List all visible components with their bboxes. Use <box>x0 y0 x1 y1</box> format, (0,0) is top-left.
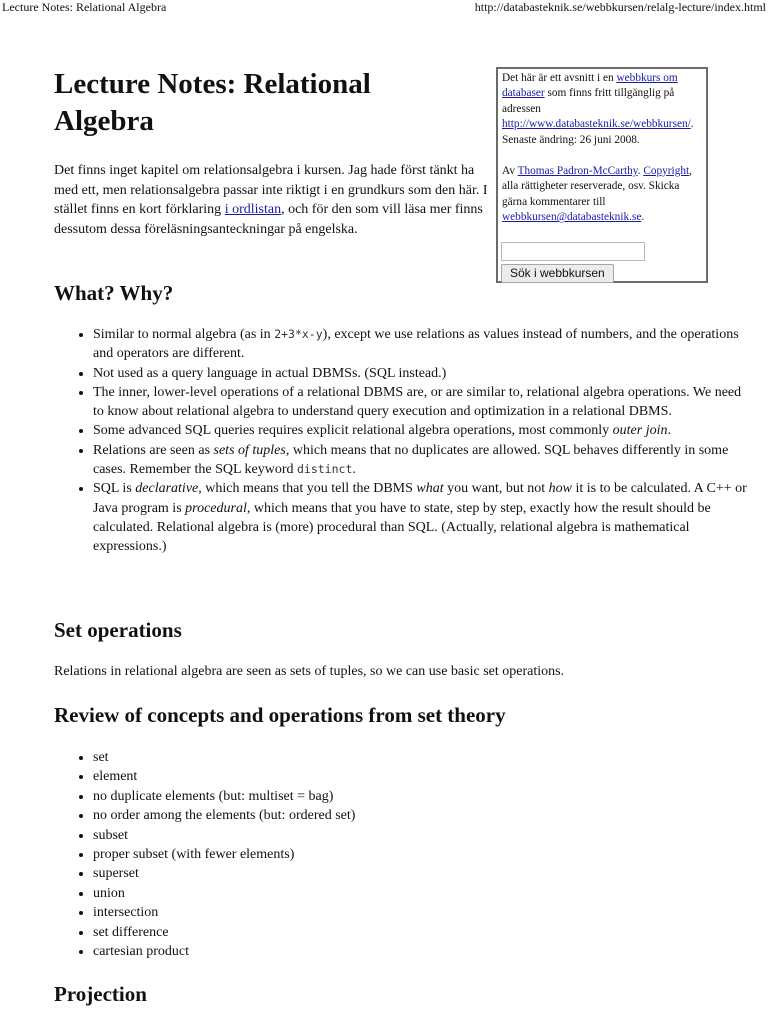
section-heading-review: Review of concepts and operations from set theory <box>54 703 506 727</box>
info-text: , alla rättigheter reserverade, osv. Skicka gärna kommentarer till <box>502 165 692 208</box>
list-item: • set <box>93 748 593 767</box>
list-item: • subset <box>93 826 593 845</box>
list-item: • set difference <box>93 923 593 942</box>
section-heading-projection: Projection <box>54 982 147 1006</box>
set-operations-paragraph: Relations in relational algebra are seen as sets of tuples, so we can use basic set operations. <box>54 664 565 679</box>
list-item: • no duplicate elements (but: multiset = bag) <box>93 787 593 806</box>
list-item: • union <box>93 884 593 903</box>
list-item: • intersection <box>93 903 593 922</box>
emphasis: procedural <box>185 500 247 516</box>
list-item: • element <box>93 767 593 786</box>
course-link[interactable]: webbkurs om databaser <box>502 72 678 100</box>
list-item <box>93 421 753 440</box>
copyright-link[interactable]: Copyright <box>643 165 690 178</box>
info-text: som finns fritt tillgänglig på adressen <box>502 87 675 115</box>
intro-text: Det finns inget kapitel om relationsalgebra i kursen. Jag hade först tänkt ha med ett, men relationsalgebra passar inte riktigt i en grundkurs som den här. I stället finns en kort förklaring <box>54 163 488 218</box>
item-text: Some advanced SQL queries requires explicit relational algebra operations, most commonly <box>93 423 613 439</box>
code-keyword: distinct <box>296 462 353 477</box>
emphasis: declarative <box>135 481 199 497</box>
list-item <box>93 441 753 480</box>
print-header-url: http://databasteknik.se/webbkursen/relalg-lecture/index.html <box>474 0 766 14</box>
course-info-paragraph <box>502 71 701 148</box>
list-item: • The inner, lower-level operations of a relational DBMS are, or are similar to, relational algebra operations. We need to know about relational algebra to understand query execution and optimization in a relational DBMS. <box>93 383 753 422</box>
course-info-box <box>496 67 708 283</box>
set-concepts-list <box>54 748 593 961</box>
item-text: you want, but not <box>443 481 549 497</box>
search-button[interactable]: Sök i webbkursen <box>501 264 614 283</box>
item-text: Relations are seen as <box>93 442 214 458</box>
email-link[interactable]: webbkursen@databasteknik.se <box>502 211 642 224</box>
item-text: . <box>352 462 356 478</box>
course-url-link[interactable]: http://www.databasteknik.se/webbkursen/ <box>502 118 691 131</box>
list-item <box>93 479 753 556</box>
section-heading-set-operations: Set operations <box>54 618 182 642</box>
intro-text: , och för den som vill läsa mer finns dessutom dessa föreläsningsanteckningar på engelska. <box>54 202 483 237</box>
page-title: Lecture Notes: Relational Algebra <box>54 68 371 137</box>
item-text: . <box>667 423 672 439</box>
emphasis: sets of tuples <box>213 442 286 458</box>
author-link[interactable]: Thomas Padron-McCarthy <box>517 165 638 178</box>
list-item: • Not used as a query language in actual DBMSs. (SQL instead.) <box>93 364 753 383</box>
emphasis: what <box>416 481 444 497</box>
print-header-title: Lecture Notes: Relational Algebra <box>2 0 167 14</box>
emphasis: outer join <box>612 423 668 439</box>
list-item: • no order among the elements (but: ordered set) <box>93 806 593 825</box>
why-list <box>54 325 753 557</box>
last-modified-text: . Senaste ändring: 26 juni 2008. <box>502 118 694 146</box>
list-item: • proper subset (with fewer elements) <box>93 845 593 864</box>
item-text: it is to be calculated. A C++ or Java program is <box>93 481 747 516</box>
item-text: ), except we use relations as values instead of numbers, and the operations and operators are different. <box>93 327 739 362</box>
section-heading-what-why: What? Why? <box>54 281 174 305</box>
info-text: . <box>641 211 645 224</box>
info-text: . <box>637 165 644 178</box>
list-item <box>93 325 753 364</box>
item-text: , which means that you tell the DBMS <box>198 481 417 497</box>
author-paragraph <box>502 164 701 226</box>
info-text: Det här är ett avsnitt i en <box>502 72 617 84</box>
item-text: Similar to normal algebra (as in <box>93 327 275 342</box>
code-expression: 2+3*x-y <box>274 327 323 341</box>
list-item: • superset <box>93 864 593 883</box>
list-item: • cartesian product <box>93 942 593 961</box>
search-input[interactable] <box>501 242 645 261</box>
glossary-link[interactable]: i ordlistan <box>224 202 282 218</box>
item-text: , which means that you have to state, step by step, exactly how the result should be calculated. Relational algebra is (more) procedural than SQL. (Actually, relational algebra is mathematical expressions.) <box>93 500 711 555</box>
item-text: , which means that no duplicates are allowed. SQL behaves differently in some cases. Remember the SQL keyword <box>93 442 729 478</box>
intro-paragraph <box>54 161 494 239</box>
item-text: SQL is <box>93 481 136 497</box>
emphasis: how <box>548 481 572 497</box>
info-text: Av <box>502 165 518 178</box>
